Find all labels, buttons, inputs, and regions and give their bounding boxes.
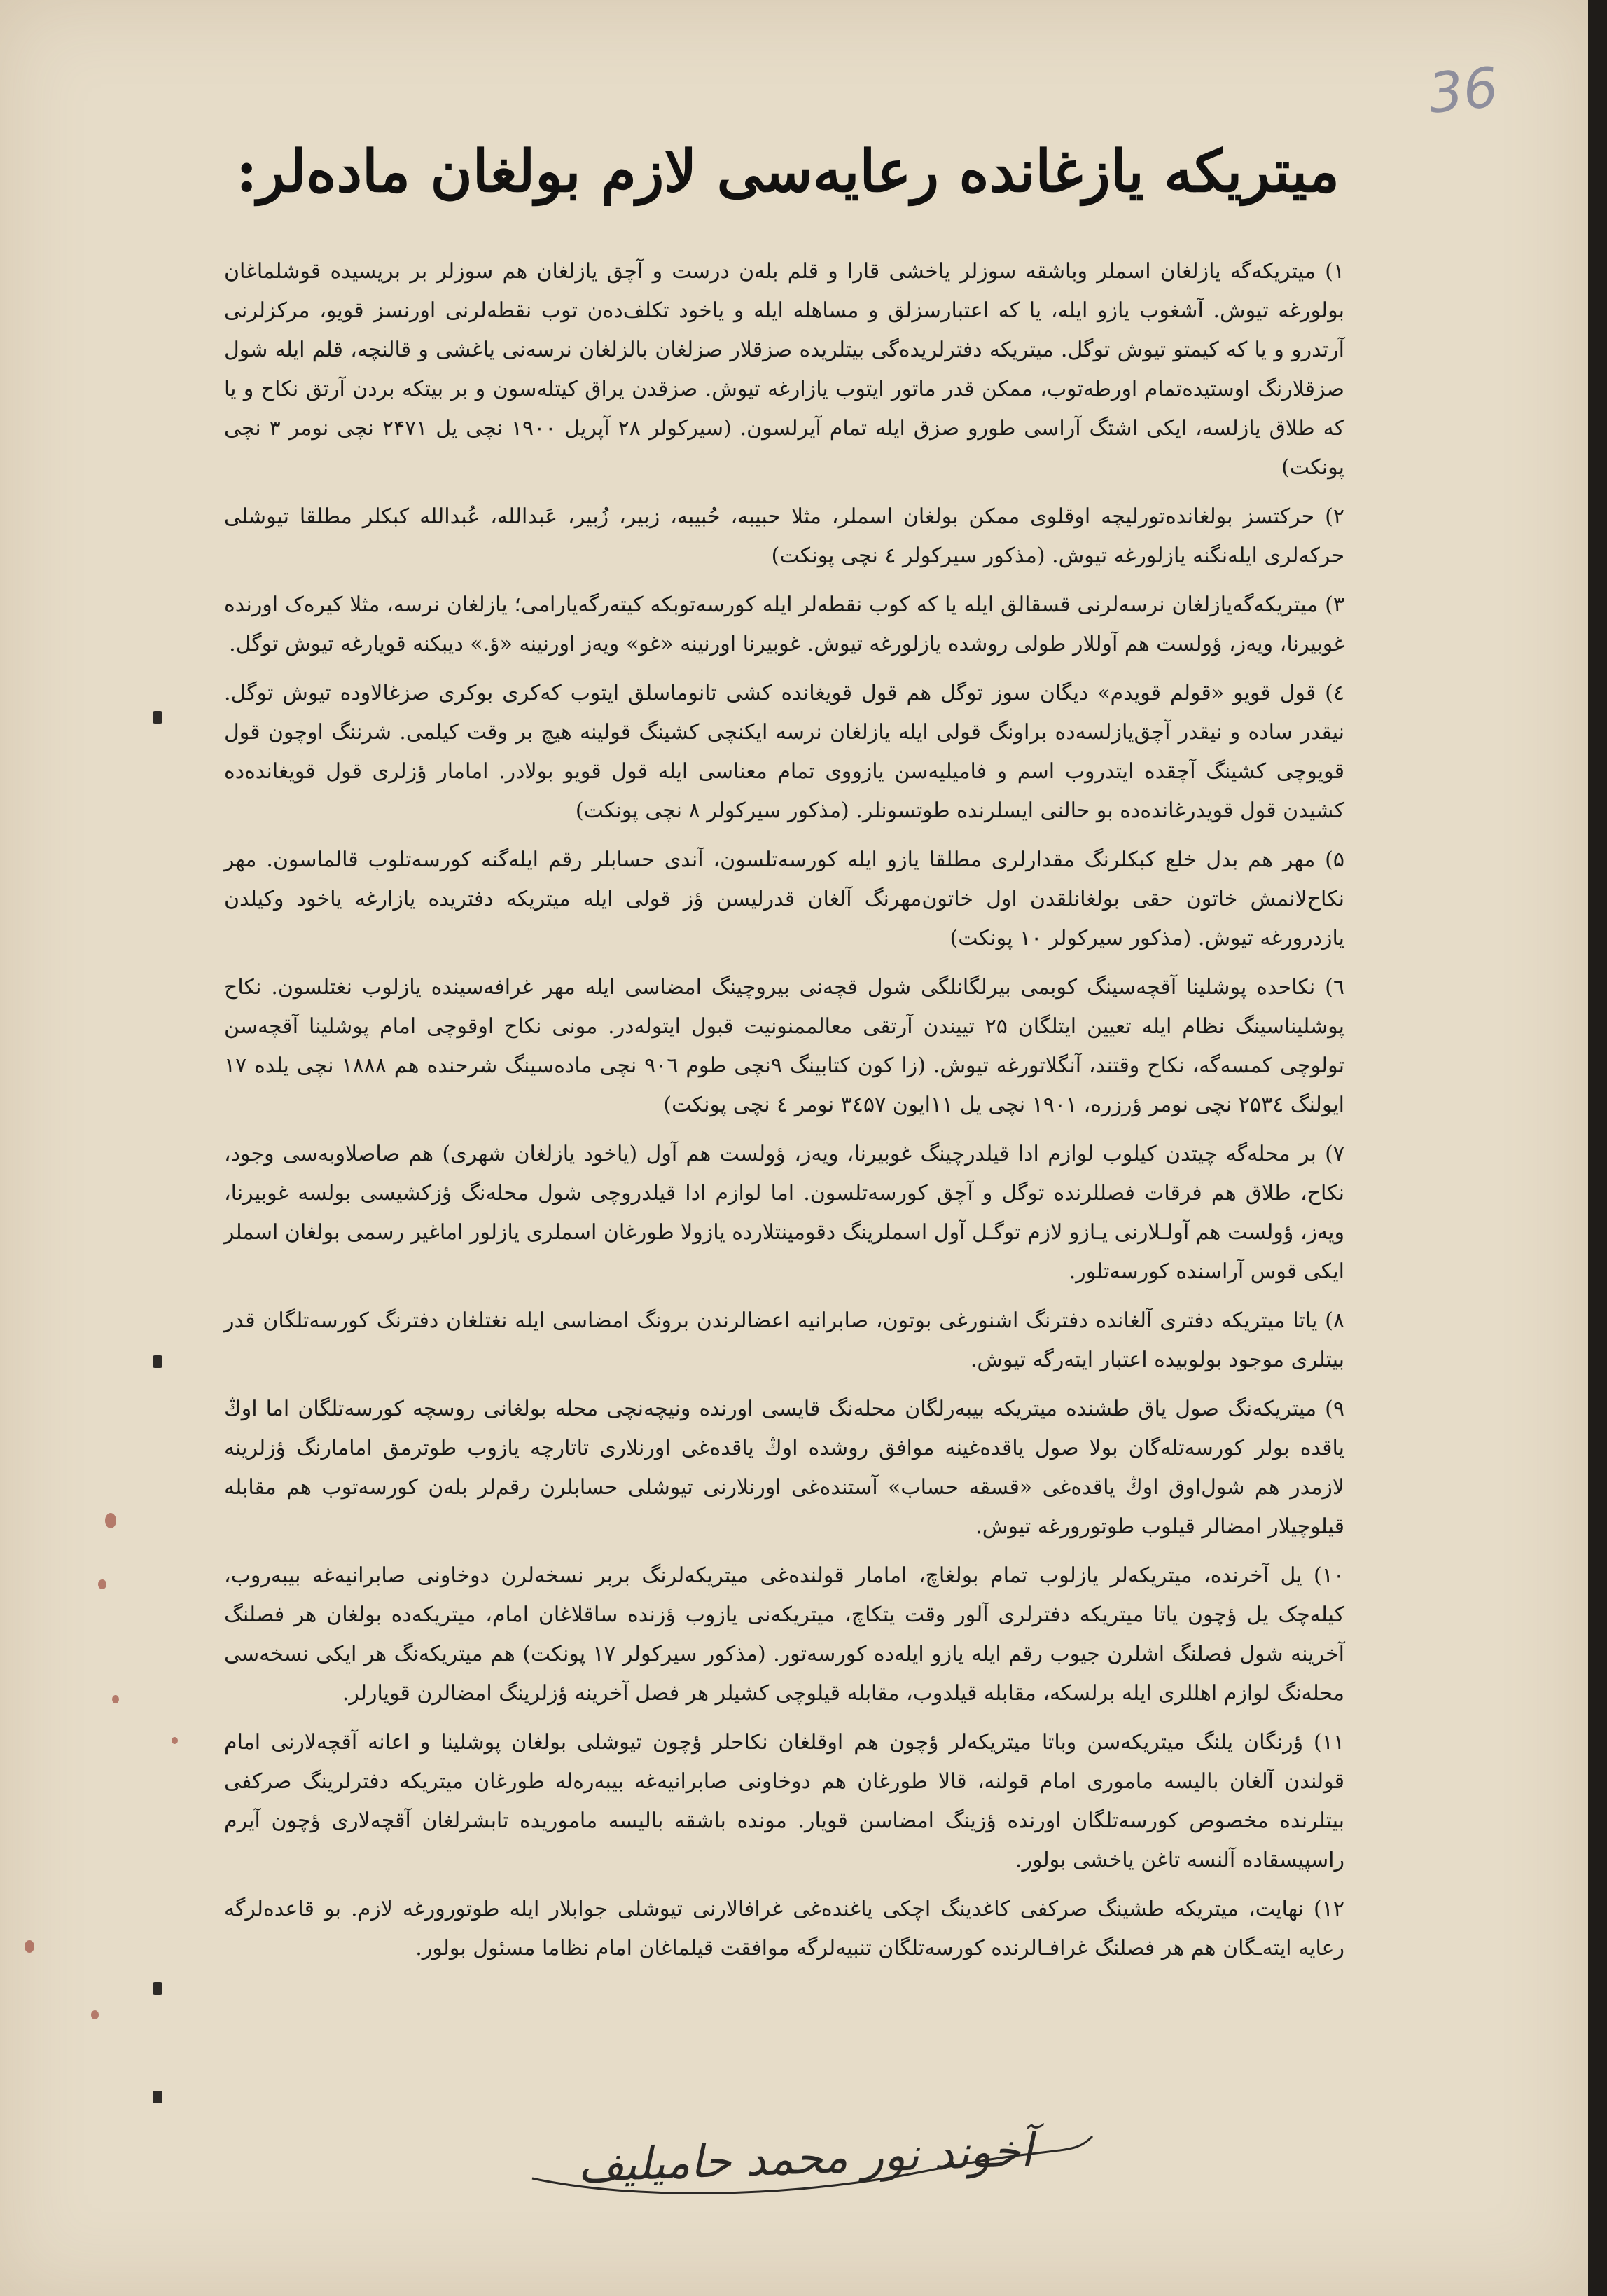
page-number: 36 xyxy=(1425,56,1501,126)
paragraph-6: ٦) نکاحده پوشلینا آقچه‌سینگ کوبمی بیرلگانلگی شول قچه‌نی بیروچینگ امضاسی ایله مهر غرافه‌سینده یازلوب نغتلسون. نکاح پوشلیناسینگ نظام ایله تعیین ایتلگان ۲۵ تییندن آرتقی معالممنونیت قبول ایتوله‌در. مونی نکاح اوقوچی امام پوشلینا آقچه‌سن تولوچی کمسه‌گه، نکاح وقتند، آنگلاتورغه تیوش. (زا کون کتابینگ ٩نچی طوم ۹۰٦ نچی ماده‌سینگ شرحنده هم ۱۸۸۸ نچی یلده ۱۷ ایولنگ ۲۵۳٤ نچی نومر ؤرزره، ۱۹۰۱ نچی یل ۱۱ایون ۳٤۵۷ نومر ٤ نچی پونکت) xyxy=(224,975,1345,1117)
paragraph-1: ۱) میتریکه‌گه یازلغان اسملر وباشقه سوزلر یاخشی قارا و قلم بله‌ن درست و آچق یازلغان هم سوزلر بر بریسیده قوشلماغان بولورغه تیوش. آشغوب یازو ایله، یا که اعتبارسزلق و مساهله ایله و یاخود تکلف‌ده‌ن توب نقطه‌لرنی اورنسز قویو، مرکزلرنی آرتدرو و یا که کیمتو تیوش توگل. میتریکه دفترلریده‌گی بیتلریده صزقلار صزلغان بالزلغان نرسه‌نی یاغشی و قالنچه، قلم ایله شول صزقلارنگ اوستیده‌تمام اورطه‌توب، ممکن قدر ماتور ایتوب یازارغه تیوش. صزقدن یراق کیتله‌سون و بر بیتکه بردن آرتق نکاح و یا که طلاق یازلسه، ایکی اشتگ آراسی طورو صزق ایله تمام آیرلسون. (سیرکولر ۲۸ آپریل ۱۹۰۰ نچی یل ۲۴۷۱ نچی نومر ۳ نچی پونکت) xyxy=(224,259,1344,480)
paragraph-4: ٤) قول قویو «قولم قویدم» دیگان سوز توگل هم قول قویغانده کشی تانوماسلق ایتوب که‌کری بوکری صزغالاوده تیوش توگل. نیقدر ساده و نیقدر آچق‌یازلسه‌ده براونگ قولی ایله یازلغان نرسه ایکنچی کشینگ قولینه هیچ بر وقت کیلمی. شرننگ اوچون قول قویوچی کشینگ آچقده ایتدروب اسم و فامیلیه‌سن یازووی تمام معناسی ایله قول قویو بولادر. امامار ؤزلری قول قویغانده‌ده کشیدن قول قویدرغانده‌ده بو حالنی ایسلرنده طوتسونلر. (مذکور سیرکولر ۸ نچی پونکت) xyxy=(224,681,1344,823)
margin-mark xyxy=(153,2091,162,2103)
signature: آخوند نور محمد حامیلیف xyxy=(576,2124,1034,2193)
paragraph-7: ۷) بر محله‌گه چیتدن کیلوب لوازم ادا قیلدرچینگ غوبیرنا، ویه‌ز، ؤولست هم آول (یاخود یازلغان شهری) هم صاصلاوبه‌سی وجود، نکاح، طلاق هم فرقات فصللرنده توگل و آچق کورسه‌تلسون. اما لوازم ادا قیلدروچی شول محله‌نگ ؤزکشیسی بولسه غوبیرنا، ویه‌ز، ؤولست هم آولـلارنی یـازو لازم توگـل آول اسملرینگ دقومینتلارده یازولا طورغان اسملری یازلور اماغیر رسمی بولغان اسملر ایکی قوس آراسنده کورسه‌تلور. xyxy=(224,1142,1344,1284)
stain-mark xyxy=(91,2010,99,2019)
page-edge-shadow xyxy=(1588,0,1607,2296)
margin-mark xyxy=(153,711,162,724)
paragraph-5: ۵) مهر هم بدل خلع کبکلرنگ مقدارلری مطلقا یازو ایله کورسه‌تلسون، آندی حسابلر رقم ایله‌گنه کورسه‌تلوب قالماسون. مهر نکاح‌لانمش خاتون حقی بولغانلقدن اول خاتون‌مهرنگ آلغان قدرلیسن ؤز قولی ایله میتریکه دفتریده یازارغه یاخود وکیلدن یازدرورغه تیوش. (مذکور سیرکولر ۱۰ پونکت) xyxy=(224,848,1344,950)
paragraph-3: ۳) میتریکه‌گه‌یازلغان نرسه‌لرنی قسقالق ایله یا که کوب نقطه‌لر ایله کورسه‌توبکه کیته‌رگه‌یارامی؛ یازلغان نرسه، مثلا کیره‌ک اورنده غوبیرنا، ویه‌ز، ؤولست هم آوللار طولی روشده یازلورغه تیوش. غوبیرنا اورنینه «غو» ویه‌ز اورنینه «ؤ.» دیبکنه قویارغه تیوش توگل. xyxy=(224,593,1344,656)
stain-mark xyxy=(172,1737,178,1744)
margin-mark xyxy=(153,1982,162,1995)
paragraph-8: ۸) یاتا میتریکه دفتری آلغانده دفترنگ اشنورغی بوتون، صابرانیه اعضالرندن برونگ امضاسی ایله نغتلغان دفترنگ کورسه‌تلگان قدر بیتلری موجود بولوبیده اعتبار ایته‌رگه تیوش. xyxy=(224,1308,1344,1372)
paragraph-10: ۱۰) یل آخرنده، میتریکه‌لر یازلوب تمام بولغاچ، امامار قولنده‌غی میتریکه‌لرنگ بربر نسخه‌لرن دوخاونی صابرانیه‌غه بیبه‌روب، کیله‌چک یل ؤچون یا‌تا میتریکه دفترلری آلور وقت یتکاچ، میتریکه‌نی یازوب ؤزنده ساقلاغان امام، میتریکه‌ده بولغان هر فصلنگ آخرینه شول فصلنگ اشلرن جیوب رقم ایله یازو ایله‌ده کورسه‌تور. (مذکور سیرکولر ۱۷ پونکت) هم میتریکه‌نگ هر ایکی نسخه‌سی محله‌نگ لوازم اهللری ایله بر‌لسکه، مقابله قیلدوب، مقابله قیلوچی کشیلر هر فصل آخرینه ؤزلرینگ امضالرن قویارلر. xyxy=(224,1563,1344,1706)
paragraph-12: ۱۲) نهایت، میتریکه طشینگ صرکفی کاغدینگ اچکی یاغنده‌غی غرافالارنی تیوشلی جوابلار ایله طوتورورغه لازم. بو قاعده‌لرگه رعایه ایته‌ـگان هم هر فصلنگ غرافـالرنده کورسه‌تلگان تنبیه‌لرگه موافقت قیلماغان امام نظاما مسئول بولور. xyxy=(224,1897,1344,1960)
stain-mark xyxy=(98,1579,106,1589)
stain-mark xyxy=(25,1940,34,1953)
body-text xyxy=(224,252,1344,1978)
margin-mark xyxy=(153,1355,162,1368)
paragraph-11: ۱۱) ؤرنگان یلنگ میتریکه‌سن وبا‌تا میتریکه‌لر ؤچون هم اوقلغان نکاحلر ؤچون تیوشلی بولغان پوشلینا و اعانه آقچه‌لارنی امام قولندن آلغان بالیسه ماموری امام قولنه، قالا طورغان هم دوخاونی صابرانیه‌غه بیبه‌ره‌له طورغان میتریکه دفترلرینگ صرکفی بیتلرنده مخصوص کورسه‌تلگان اورنده ؤزینگ امضاسن قویار. مونده باشقه بالیسه ماموریده تابشرلغان آقچه‌لاری ؤچون آیرم راسپیسقاده آلنسه تاغن یاخشی بولور. xyxy=(224,1730,1344,1872)
stain-mark xyxy=(105,1513,116,1528)
paragraph-2: ۲) حرکتسز بولغانده‌تورلیچه اوقلوی ممکن بولغان اسملر، مثلا حبیبه، حُبیبه، زبیر، زُبیر، عَبدالله، عُبدالله کبکلر مطلقا تیوشلی حرکه‌لری ایله‌نگنه یازلورغه تیوش. (مذکور سیرکولر ٤ نچی پونکت) xyxy=(224,504,1344,568)
stain-mark xyxy=(112,1695,119,1703)
paragraph-9: ۹) میتریکه‌نگ صول یاق طشنده میتریکه بیبه‌رلگان محله‌نگ قایسی اورنده ونیچه‌نچی محله بولغانی روسچه کورسه‌تلگان اما اوڭ یاقده بولر کورسه‌تله‌گان بولا صول یاقده‌غینه موافق روشده اوڭ یاقده‌غی اورنلاری تاتارچه یازوب طوترمق امامارنگ ؤزلرینه لازمدر هم شول‌اوق اوڭ یاقده‌غی «قسقه حساب» آستنده‌غی اورنلارنی تیوشلی حسابلرن رقم‌لر بله‌ن کورسه‌توب هم مقابله قیلوچیلار امضالر قیلوب طوتورورغه تیوش. xyxy=(224,1397,1344,1539)
page-title: میتریکه یازغانده رعایه‌سی لازم بولغان ماده‌لر: xyxy=(236,138,1340,205)
